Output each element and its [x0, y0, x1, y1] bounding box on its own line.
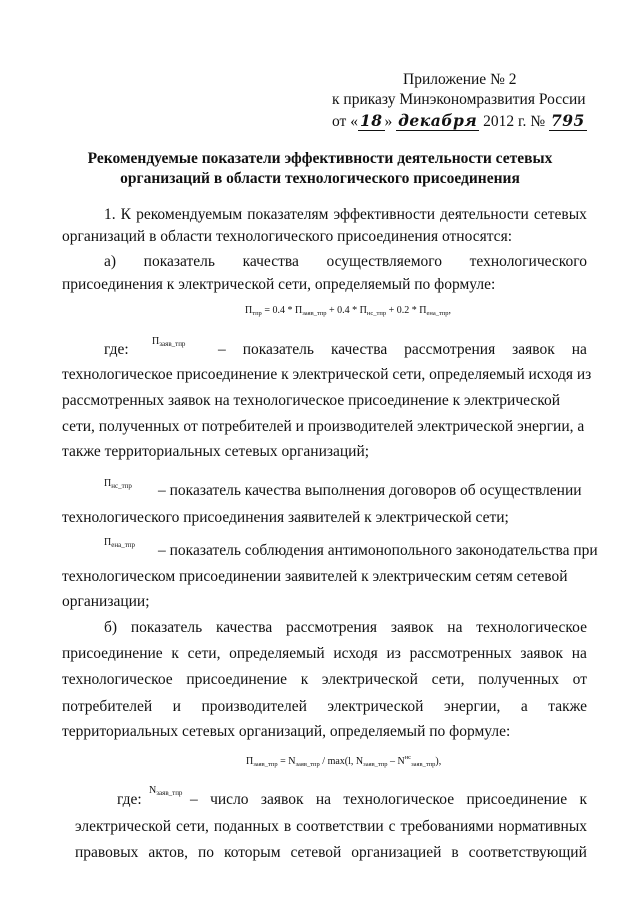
word: определяемый	[229, 645, 325, 662]
word: с	[388, 818, 396, 835]
word: электрической	[321, 671, 418, 688]
word: качества	[215, 619, 273, 636]
word: –	[218, 341, 226, 358]
paragraph-1-line1	[104, 206, 587, 224]
word: также	[548, 698, 587, 715]
word: соответствии	[296, 818, 384, 835]
word: присоединение	[466, 791, 568, 808]
item-a-line2: присоединения к электрической сети, определяемый по формуле:	[62, 276, 496, 293]
formula-quality-indicator: $П_{тпр} = 0.4 * П_{заяв\_тпр} + 0.4 * П_{нс\_тпр} + 0.2 * П_{ена\_тпр}$,	[245, 305, 452, 317]
word: эффективности	[333, 206, 435, 223]
word: от	[572, 671, 587, 688]
formula-applications-indicator: $П_{заяв\_тпр} = N_{заяв\_тпр} / \max(l$, $N_{заяв\_тпр} - N^{нс}_{заяв\_тпр}$),	[246, 754, 442, 768]
word: К	[120, 206, 132, 223]
word: заявок	[520, 645, 564, 662]
word: технологического	[469, 253, 587, 270]
word: сетевой	[290, 844, 342, 861]
word: деятельности	[440, 206, 529, 223]
word: исходя	[333, 645, 378, 662]
word: по	[197, 844, 215, 861]
word: на	[571, 341, 587, 358]
word: в	[451, 844, 459, 861]
word: к	[579, 791, 587, 808]
word: и	[172, 698, 181, 715]
definition-1-variable: $П_{заяв\_тпр}$	[152, 336, 186, 348]
word: актов,	[148, 844, 189, 861]
word: рассмотренных	[409, 645, 512, 662]
item-b-line4	[62, 698, 587, 716]
definition-1-gde: где:	[104, 341, 129, 358]
word: технологическое	[62, 671, 173, 688]
paragraph-1-line2: организаций в области технологического присоединения относятся:	[62, 228, 512, 245]
word: поданных	[213, 818, 279, 835]
definition-4-gde: где:	[117, 791, 142, 808]
word: сети,	[187, 645, 221, 662]
order-date-line	[332, 112, 587, 131]
handwritten-day: 18	[359, 111, 383, 130]
definition-3-variable: $П_{ена\_тпр}$	[104, 537, 135, 549]
word: которым	[223, 844, 281, 861]
item-b-line3	[62, 671, 587, 689]
document-title-line1: Рекомендуемые показатели эффективности деятельности сетевых	[87, 150, 553, 167]
definition-3-line2: технологическом присоединении заявителей к электрическим сетям сетевой	[62, 568, 568, 585]
word: технологическое	[343, 791, 455, 808]
word: на	[315, 791, 332, 808]
definition-1-line5: также территориальных сетевых организаций;	[62, 443, 370, 460]
word: качества	[242, 253, 299, 270]
word: 1.	[104, 206, 116, 223]
definition-2-line1: – показатель качества выполнения договоров об осуществлении	[158, 482, 582, 499]
word: присоединение	[186, 671, 288, 688]
word: осуществляемого	[326, 253, 443, 270]
appendix-label: Приложение № 2	[403, 71, 517, 88]
word: сети,	[175, 818, 209, 835]
date-quote-open: «	[350, 113, 358, 130]
item-b-line1	[104, 619, 587, 637]
word: заявок	[390, 619, 434, 636]
word: нормативных	[498, 818, 587, 835]
word: к	[171, 645, 179, 662]
number-sign: №	[530, 113, 546, 130]
word: к	[300, 671, 309, 688]
word: присоединение	[62, 645, 163, 662]
definition-1-line3: рассмотренных заявок на технологическое присоединение к электрической	[62, 392, 561, 409]
order-year: 2012 г.	[483, 113, 527, 130]
word: заявок	[512, 341, 555, 358]
word: на	[447, 619, 463, 636]
word: правовых	[75, 844, 139, 861]
definition-1-line2: технологическое присоединение к электрической сети, определяемый исходя из	[62, 366, 592, 383]
item-a-line1	[104, 253, 587, 271]
word: потребителей	[62, 698, 153, 715]
word: –	[190, 791, 198, 808]
word: рекомендуемым	[136, 206, 243, 223]
word: из	[386, 645, 401, 662]
definition-4-line3	[75, 844, 587, 862]
word: производителей	[201, 698, 307, 715]
date-quote-close: »	[384, 113, 393, 130]
word: на	[571, 645, 587, 662]
item-b-line2	[62, 645, 587, 663]
word: требованиями	[400, 818, 494, 835]
word: число	[210, 791, 249, 808]
definition-4-variable: $N_{заяв\_тпр}$	[149, 785, 183, 797]
date-from-label: от	[332, 113, 347, 130]
document-title-line2: организаций в области технологического присоединения	[120, 170, 520, 187]
definition-1-line1	[218, 341, 587, 359]
definition-1-line4: сети, полученных от потребителей и производителей электрической энергии, а	[62, 418, 585, 435]
handwritten-month: декабря	[398, 111, 478, 130]
word: показатель	[242, 341, 314, 358]
definition-3-line3: организации;	[62, 593, 150, 610]
word: качества	[330, 341, 388, 358]
word: соответствующий	[468, 844, 587, 861]
handwritten-order-number: 795	[550, 111, 585, 130]
word: полученных	[478, 671, 559, 688]
definition-4-line2	[75, 818, 587, 836]
word: заявок	[260, 791, 304, 808]
word: рассмотрения	[286, 619, 378, 636]
word: организацией	[351, 844, 442, 861]
word: электрической	[327, 698, 424, 715]
word: электрической	[75, 818, 172, 835]
word: б)	[104, 619, 118, 636]
definition-3-line1: – показатель соблюдения антимонопольного законодательства при	[158, 542, 598, 559]
order-reference: к приказу Минэкономразвития России	[332, 91, 586, 108]
word: сетевых	[533, 206, 587, 223]
word: показатель	[143, 253, 215, 270]
item-b-line5: территориальных сетевых организаций, определяемый по формуле:	[62, 723, 511, 740]
word: технологическое	[476, 619, 587, 636]
definition-2-variable: $П_{нс\_тпр}$	[104, 478, 132, 490]
word: сети,	[431, 671, 465, 688]
word: в	[283, 818, 292, 835]
word: энергии,	[443, 698, 501, 715]
word: показатель	[130, 619, 203, 636]
definition-2-line2: технологического присоединения заявителей к электрической сети;	[62, 509, 509, 526]
word: рассмотрения	[404, 341, 496, 358]
word: а)	[104, 253, 117, 270]
word: показателям	[247, 206, 329, 223]
word: а	[520, 698, 528, 715]
definition-4-line1	[190, 791, 587, 809]
